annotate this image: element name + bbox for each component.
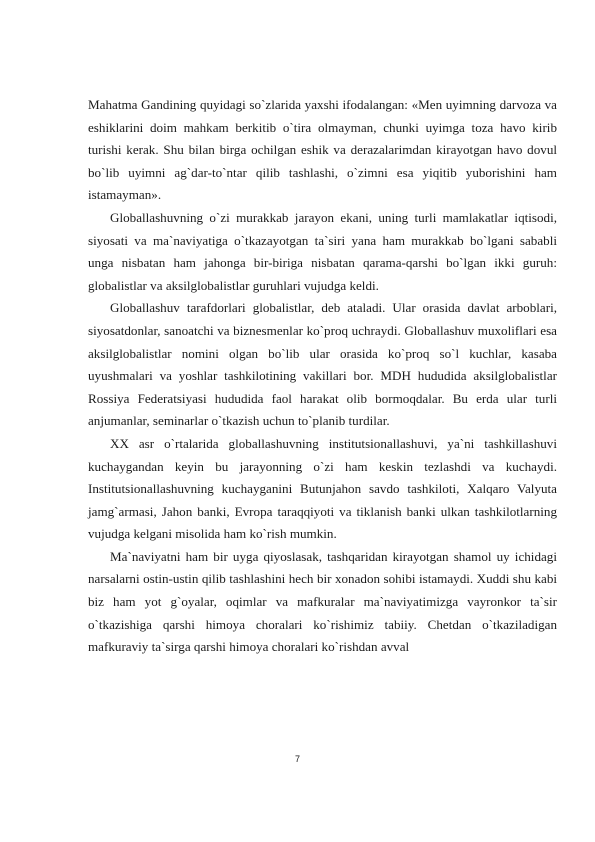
paragraph-2: Globallashuvning o`zi murakkab jarayon ekani, uning turli mamlakatlar iqtisodi, siyosati va ma`naviyatiga o`tkazayotgan ta`siri yana ham murakkab bo`lgani sababli unga nisbatan ham jahonga bir-biriga nisbatan qarama-qarshi bo`lgan ikki guruh: globalistlar va aksilglobalistlar guruhlari vujudga keldi.	[88, 209, 557, 293]
page-number: 7	[294, 754, 300, 764]
paragraph-4: XX asr o`rtalarida globallashuvning institutsionallashuvi, ya`ni tashkillashuvi kuchaygandan keyin bu jarayonning o`zi ham keskin tezlashdi va kuchaydi. Institutsionallashuvning kuchayganini Butunjahon savdo tashkiloti, Xalqaro Valyuta jamg`armasi, Jahon banki, Evropa taraqqiyoti va tiklanish banki ulkan tashkilotlarning vujudga kelgani misolida ham ko`rish mumkin.	[88, 435, 557, 542]
paragraph-3: Globallashuv tarafdorlari globalistlar, deb ataladi. Ular orasida davlat arboblari, siyosatdonlar, sanoatchi va biznesmenlar ko`proq uchraydi. Globallashuv muxoliflari esa aksilglobalistlar nomini olgan bo`lib ular orasida ko`proq so`l kuchlar, kasaba uyushmalari va yoshlar tashkilotining vakillari bor. MDH hududida aksilglobalistlar Rossiya Federatsiyasi hududida faol harakat olib bormoqdalar. Bu erda ular turli anjumanlar, seminarlar o`tkazish uchun to`planib turdilar.	[88, 300, 557, 429]
paragraph-1: Mahatma Gandining quyidagi so`zlarida yaxshi ifodalangan: «Men uyimning darvoza va eshiklarini doim mahkam berkitib o`tira olmayman, chunki uyimga toza havo kirib turishi kerak. Shu bilan birga ochilgan eshik va derazalarimdan kirayotgan havo dovul bo`lib uyimni ag`dar-to`ntar qilib tashlashi, o`zimni esa yiqitib yuborishini ham istamayman».	[88, 97, 557, 203]
paragraph-5: Ma`naviyatni ham bir uyga qiyoslasak, tashqaridan kirayotgan shamol uy ichidagi narsalarni ostin-ustin qilib tashlashini hech bir xonadon sohibi istamaydi. Xuddi shu kabi biz ham yot g`oyalar, oqimlar va mafkuralar ma`naviyatimizga vayronkor ta`sir o`tkazishiga qarshi himoya choralari ko`rishimiz tabiiy. Chetdan o`tkaziladigan mafkuraviy ta`sirga qarshi himoya choralari ko`rishdan avval	[88, 548, 557, 655]
body-text	[88, 94, 557, 659]
